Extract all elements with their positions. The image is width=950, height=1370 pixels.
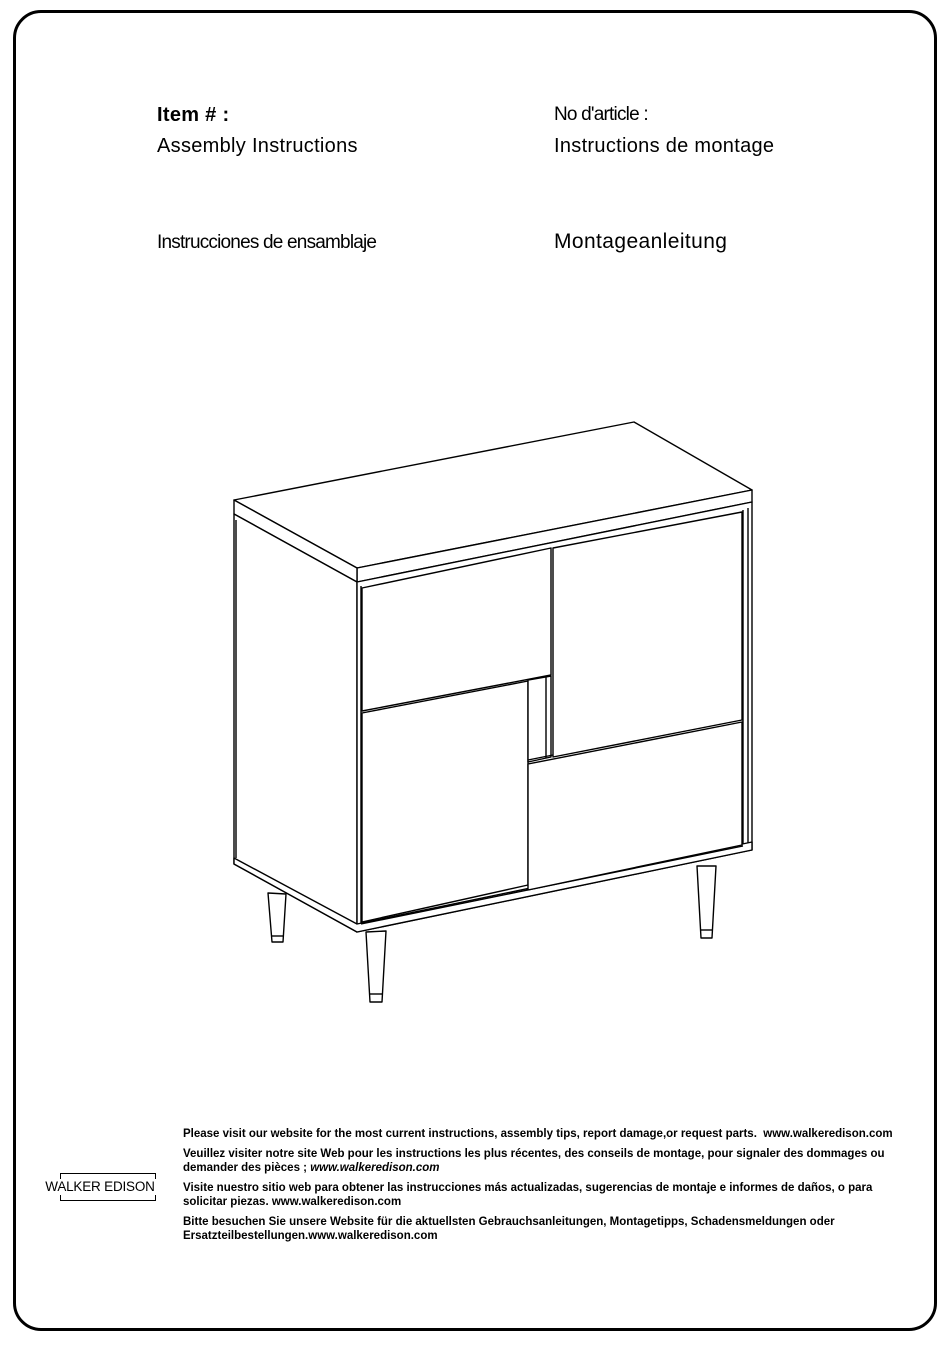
notice-es-text: Visite nuestro sitio web para obtener las instrucciones más actualizadas, sugerencias de montaje e informes de daños, o para solicitar piezas. [183,1182,873,1208]
middle-recess [528,676,551,762]
notice-de-url[interactable]: www.walkeredison.com [308,1230,438,1242]
assembly-instructions-en: Assembly Instructions [157,135,358,157]
notice-de-text: Bitte besuchen Sie unsere Website für die aktuellsten Gebrauchsanleitungen, Montagetipps, Schadensmeldungen oder Ersatzteilbestellungen. [183,1216,835,1242]
assembly-instructions-es: Instrucciones de ensamblaje [157,232,377,253]
notice-fr-text: Veuillez visiter notre site Web pour les instructions les plus récentes, des conseils de montage, pour signaler des dommages ou demander des pièces ; [183,1148,885,1174]
item-number-label-fr: No d'article : [554,104,648,125]
assembly-instructions-de: Montageanleitung [554,230,728,253]
logo-text: WALKER EDISON [45,1179,155,1194]
walker-edison-logo [40,1170,160,1206]
leg-front-left [366,931,386,1002]
website-notice [183,1127,913,1249]
notice-en-text: Please visit our website for the most current instructions, assembly tips, report damage,or request parts. [183,1128,757,1140]
notice-es-url[interactable]: www.walkeredison.com [271,1196,402,1208]
cabinet-illustration [225,415,765,1015]
notice-fr [183,1147,913,1175]
door-lower-left [362,681,528,922]
notice-es [183,1181,913,1209]
door-upper-right [553,512,742,757]
notice-en-url[interactable]: www.walkeredison.com [763,1128,893,1140]
notice-en [183,1127,913,1141]
leg-front-right [697,866,716,938]
notice-de [183,1215,913,1243]
notice-fr-url[interactable]: www.walkeredison.com [310,1162,440,1174]
item-number-label: Item # : [157,104,230,126]
leg-back-left [268,893,286,942]
assembly-instructions-fr: Instructions de montage [554,135,775,157]
